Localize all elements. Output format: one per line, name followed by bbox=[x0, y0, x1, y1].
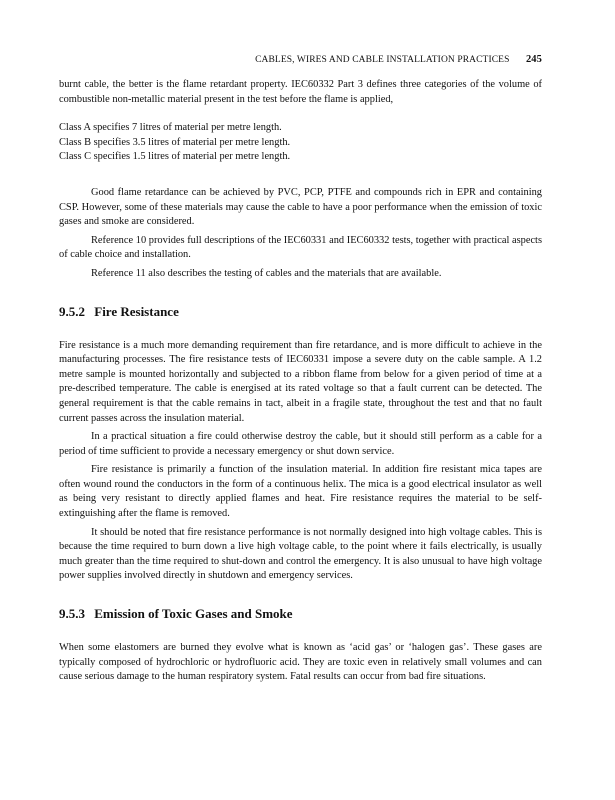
paragraph: Fire resistance is a much more demanding requirement than fire retardance, and is more difficult to achieve in the manufacturing processes. The fire resistance tests of IEC60331 impose a severe duty on the cable sample. A 1.2 metre sample is mounted horizontally and subjected to a ribbon flame from below for a given period of time at a pre-described temperature. The cable is energised at its rated voltage so that a fault current can be detected. The general requirement is that the cable remains in tact, albeit in a fragile state, throughout the test and that no fault current passes across the insulation material. bbox=[59, 339, 542, 424]
class-item: Class C specifies 1.5 litres of material per metre length. bbox=[59, 151, 291, 163]
section-number: 9.5.3 bbox=[59, 606, 85, 622]
section-title: Fire Resistance bbox=[94, 303, 179, 319]
paragraph: When some elastomers are burned they evolve what is known as ‘acid gas’ or ‘halogen gas’. These gases are typically composed of hydrochloric or hydrofluoric acid. They are toxic even in relatively small volumes and can cause serious damage to the human respiratory system. Fatal results can occur from bad fire situations. bbox=[59, 642, 542, 683]
paragraph: It should be noted that fire resistance performance is not normally designed into high voltage cables. This is because the time required to burn down a live high voltage cable, to the point where it fails electrically, is usually much greater than the time required to shut-down and control the emergency. It is also unusual to have high voltage power supplies involved directly in shutdown and emergency services. bbox=[59, 526, 542, 582]
paragraph-reference-10: Reference 10 provides full descriptions of the IEC60331 and IEC60332 tests, together with practical aspects of cable choice and installation. bbox=[59, 234, 542, 261]
running-header bbox=[59, 54, 542, 65]
section-number: 9.5.2 bbox=[59, 303, 85, 319]
paragraph-flame-retardance: Good flame retardance can be achieved by PVC, PCP, PTFE and compounds rich in EPR and containing CSP. However, some of these materials may cause the cable to have a poor performance when the emission of toxic gases and smoke are considered. bbox=[59, 186, 542, 228]
paragraph: Fire resistance is primarily a function of the insulation material. In addition fire resistant mica tapes are often wound round the conductors in the form of a continuous helix. The mica is a good electrical insulator as well as being very resistant to directly applied flames and heat. Fire resistance requires the material to be self-extinguishing after the flame is removed. bbox=[59, 464, 542, 520]
running-title: CABLES, WIRES AND CABLE INSTALLATION PRACTICES bbox=[255, 55, 510, 65]
section-heading-toxic-gases bbox=[59, 606, 542, 622]
section-heading-fire-resistance bbox=[59, 304, 542, 320]
paragraph-intro: burnt cable, the better is the flame retardant property. IEC60332 Part 3 defines three categories of the volume of combustible non-metallic material present in the test before the flame is applied, bbox=[59, 79, 542, 105]
section-title: Emission of Toxic Gases and Smoke bbox=[94, 606, 293, 622]
class-list bbox=[59, 121, 542, 165]
class-item: Class B specifies 3.5 litres of material per metre length. bbox=[59, 136, 291, 148]
paragraph: In a practical situation a fire could otherwise destroy the cable, but it should still perform as a cable for a period of time sufficient to provide a necessary emergency or shut down service. bbox=[59, 431, 542, 457]
class-item: Class A specifies 7 litres of material per metre length. bbox=[59, 122, 282, 134]
paragraph-reference-11: Reference 11 also describes the testing of cables and the materials that are available. bbox=[91, 267, 442, 279]
page-body bbox=[59, 78, 542, 685]
page-number: 245 bbox=[525, 54, 542, 65]
